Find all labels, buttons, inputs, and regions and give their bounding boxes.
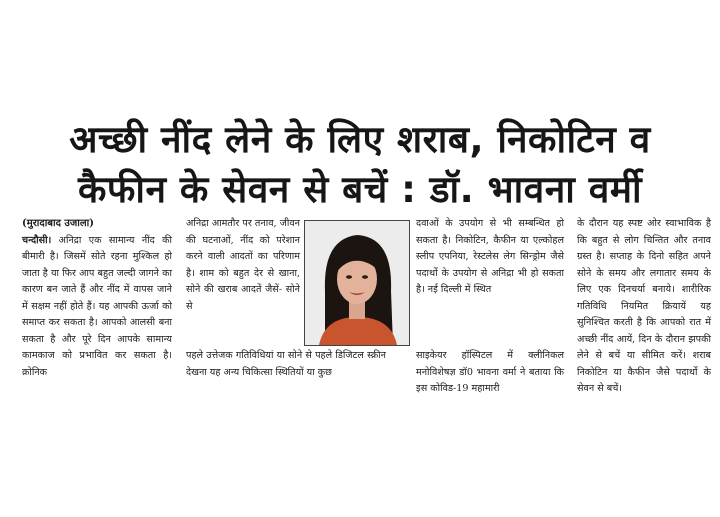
article-column-2: [186, 216, 300, 315]
column-2-text: अनिद्रा आमतौर पर तनाव, जीवन की घटनाओं, नींद को परेशान करने वाली आदतों का परिणाम है। शाम को बहुत देर से खाना, सोने की खराब आदतें जैसें- सोने से: [186, 218, 300, 312]
dateline: (मुरादाबाद उजाला): [22, 218, 94, 229]
headline-line-2: कैफीन के सेवन से बचें : डॉ. भावना वर्मी: [77, 168, 643, 211]
column-4-text: के दौरान यह स्पष्ट ओर स्वाभाविक है कि बहुत से लोग चिन्तित और तनाव ग्रस्त है। सप्ताह के दिनो सहित अपने सोने के समय और लगातार समय के लिए एक दिनचर्या बनाये। शारीरिक गतिविधि नियमित क्रियायें यह सुनिश्चित करती है कि आपको रात में अच्छी नींद आयें, दिन के दौरान झपकी लेने से बचें या सीमित करें। शराब निकोटिन या कैफीन जैसे पदार्थो के सेवन से बचें।: [577, 218, 711, 394]
article-column-3: [416, 216, 564, 299]
article-column-2-continued: [186, 348, 386, 381]
column-2-continued-text: पहले उत्तेजक गतिविधियां या सोने से पहले डिजिटल स्क्रीन देखना यह अन्य चिकित्सा स्थितियों या कुछ: [186, 350, 386, 378]
article-column-4: [577, 216, 711, 398]
article-column-1: [22, 216, 172, 381]
place-name: चन्दौसी।: [22, 234, 52, 246]
column-3-continued-text: साइकेयर हॉस्पिटल में क्लीनिकल मनोविशेषज्ञ डॉ0 भावना वर्मा ने बताया कि इस कोविड-19 महामारी: [416, 350, 564, 394]
column-1-text: अनिद्रा एक सामान्य नींद की बीमारी है। जिसमें सोते रहना मुश्किल हो जाता है या फिर आप बहुत जल्दी जागने का कारण बन जाते हैं और नींद में वापस जाने में सक्षम नहीं होते हैं। यह आपकी ऊर्जा को समाप्त कर सकता है। आपको आलसी बना सकता है और पूरे दिन आपके सामान्य कामकाज को प्रभावित कर सकता है। क्रोनिक: [22, 234, 172, 378]
column-3-text: दवाओं के उपयोग से भी सम्बन्धित हो सकता है। निकोटिन, कैफीन या एल्कोहल स्लीप एपनिया, रेस्टलेस लेग सिन्ड्रोम जैसे पदार्थो के उपयोग से अनिद्रा भी हो सकता है। नई दिल्ली में स्थित: [416, 218, 564, 295]
portrait-image: [305, 221, 409, 345]
article-column-3-continued: [416, 348, 564, 398]
author-photo: [304, 220, 410, 346]
headline-line-1: अच्छी नींद लेने के लिए शराब, निकोटिन व: [69, 118, 651, 161]
